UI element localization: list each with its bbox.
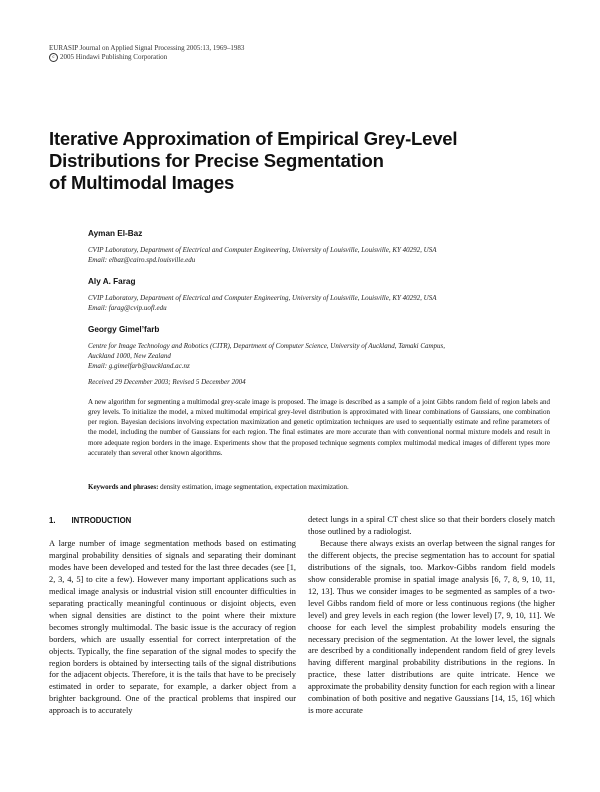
author-affiliation: Centre for Image Technology and Robotics (CITR), Department of Computer Science, University of Auckland, Tamaki Campus, [88, 342, 446, 350]
author-email: Email: g.gimelfarb@auckland.ac.nz [88, 362, 190, 370]
keywords-label: Keywords and phrases: [88, 483, 159, 491]
author-block [88, 228, 558, 265]
author-list [88, 228, 558, 382]
copyright-icon: c [49, 53, 58, 62]
title-line-2: Distributions for Precise Segmentation [49, 150, 384, 171]
author-block [88, 276, 558, 313]
title-line-1: Iterative Approximation of Empirical Grey-Level [49, 128, 458, 149]
right-column [308, 514, 555, 717]
paper-title [49, 128, 529, 194]
copyright-text: 2005 Hindawi Publishing Corporation [60, 53, 168, 61]
received-dates: Received 29 December 2003; Revised 5 December 2004 [88, 378, 246, 386]
section-number: 1. [49, 516, 56, 525]
keywords [88, 482, 550, 492]
author-name: Georgy Gimel’farb [88, 325, 160, 334]
abstract: A new algorithm for segmenting a multimodal grey-scale image is proposed. The image is described as a sample of a joint Gibbs random field of region labels and grey levels. To initialize the model, a mixed multimodal empirical grey-level distribution is approximated with linear combinations of Gaussians, one combination per region. Bayesian decisions involving expectation maximization and genetic optimization techniques are used to sequentially estimate and refine parameters of the model, including the number of Gaussians for each region. The final estimates are more accurate than with conventional normal mixture models and result in more adequate region borders in the image. Experiments show that the proposed technique segments complex multimodal medical images of different types more accurately than several other known algorithms. [88, 398, 550, 457]
author-email: Email: farag@cvip.uofl.edu [88, 304, 167, 312]
paragraph: detect lungs in a spiral CT chest slice so that their borders closely match those outlined by a radiologist. [308, 515, 555, 536]
author-name: Ayman El-Baz [88, 229, 143, 238]
author-name: Aly A. Farag [88, 277, 136, 286]
author-affiliation: Auckland 1000, New Zealand [88, 352, 171, 360]
author-affiliation: CVIP Laboratory, Department of Electrical and Computer Engineering, University of Louisville, Louisville, KY 40292, USA [88, 246, 437, 254]
copyright-line [49, 53, 244, 62]
author-email: Email: elbaz@cairo.spd.louisville.edu [88, 256, 196, 264]
paragraph: A large number of image segmentation methods based on estimating marginal probability densities of signals and separating their dominant modes have been developed and tested for the last three decades (see [1, 2, 3, 4, 5] to cite a few). However many important applications such as medical image analysis or industrial vision still encounter difficulties in separating practically meaningful continuous or disjoint objects, even when signal densities are distinct to the point where their mixture becomes strongly multimodal. The basic issue is the accuracy of region borders, which are usually essential for correct interpretation of the objects. Typically, the fine separation of the signal modes to specify the region borders is obtained by intersecting tails of the signal distributions for the adjacent objects. Therefore, it is the tails that have to be precisely estimated in order to separate, for example, a darker object from a brighter background. One of the practical problems that inspired our approach is to accurately [49, 539, 296, 716]
journal-header [49, 44, 244, 62]
keywords-text: density estimation, image segmentation, expectation maximization. [158, 483, 349, 491]
left-column [49, 512, 296, 717]
section-title: INTRODUCTION [71, 516, 132, 525]
paragraph: Because there always exists an overlap between the signal ranges for the different objects, the precise segmentation has to account for spatial distributions of the signals, too. Markov-Gibbs random field models show considerable promise in spatial image analysis [6, 7, 8, 9, 10, 11, 12, 13]. Thus we consider images to be segmented as samples of a two-level Gibbs random field of more or less continuous regions (the higher level) and grey levels in each region (the lower level) [7, 9, 10, 11]. We choose for each level the simplest probability models ensuring the necessary precision of the segmentation. At the lower level, the signals are described by a conditionally independent random field of grey levels having different marginal probability distributions in the regions. In practice, these latter distributions are quite intricate. Hence we approximate the probability density function for each region with a linear combination of both positive and negative Gaussians [14, 15, 16] which is more accurate [308, 538, 555, 716]
section-heading [49, 516, 296, 526]
title-line-3: of Multimodal Images [49, 172, 235, 193]
author-block [88, 324, 558, 371]
journal-citation: EURASIP Journal on Applied Signal Processing 2005:13, 1969–1983 [49, 44, 245, 52]
author-affiliation: CVIP Laboratory, Department of Electrical and Computer Engineering, University of Louisville, Louisville, KY 40292, USA [88, 294, 437, 302]
